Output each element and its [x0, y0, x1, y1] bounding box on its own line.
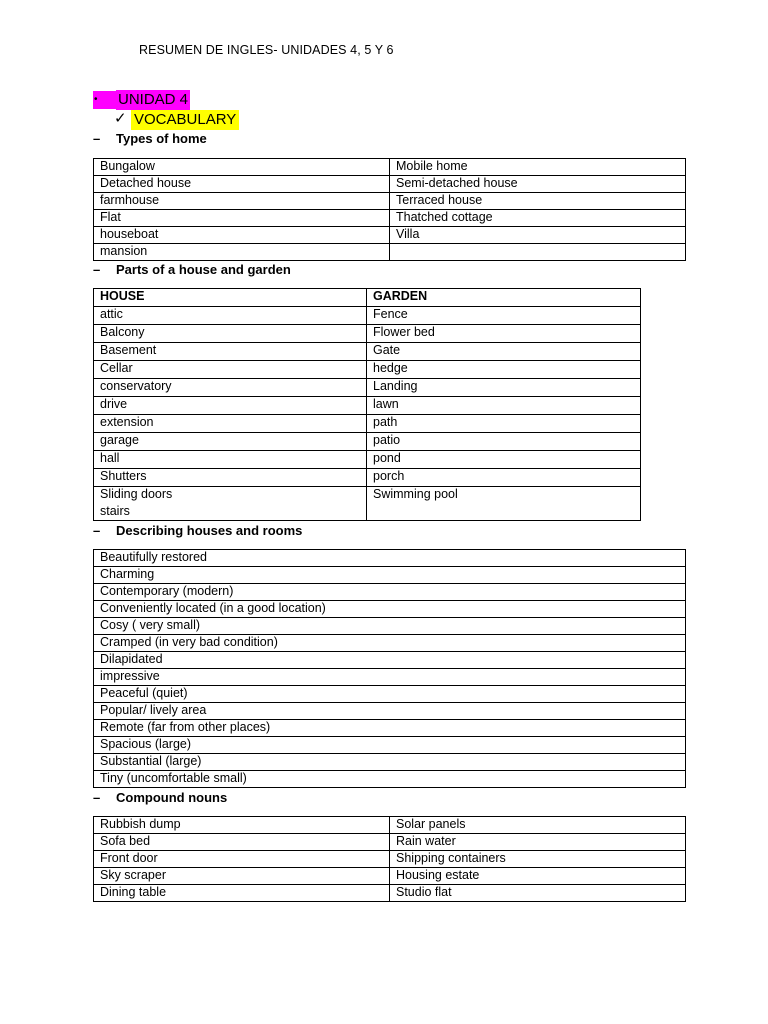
table-cell — [94, 487, 367, 521]
table-cell: Bungalow — [94, 159, 390, 176]
table-row — [94, 851, 686, 868]
table-cell: Shipping containers — [390, 851, 686, 868]
table-cell: path — [367, 415, 641, 433]
table-cell: mansion — [94, 244, 390, 261]
table-row — [94, 227, 686, 244]
section-heading-types-of-home: Types of home — [116, 131, 207, 146]
table-cell: Rubbish dump — [94, 817, 390, 834]
cell-line: stairs — [100, 503, 130, 518]
table-cell: Remote (far from other places) — [94, 720, 686, 737]
table-cell: Villa — [390, 227, 686, 244]
vocabulary-heading: VOCABULARY — [131, 110, 239, 130]
dash-icon: – — [93, 131, 101, 146]
unit-heading: UNIDAD 4 — [118, 91, 189, 108]
table-row — [94, 433, 641, 451]
table-cell: conservatory — [94, 379, 367, 397]
table-cell: Tiny (uncomfortable small) — [94, 771, 686, 788]
dash-icon: – — [93, 523, 101, 538]
compound-nouns-table — [93, 816, 686, 902]
table-row — [94, 601, 686, 618]
table-cell: hall — [94, 451, 367, 469]
parts-of-house-table — [93, 288, 641, 521]
table-cell: Spacious (large) — [94, 737, 686, 754]
table-cell: Swimming pool — [367, 487, 641, 521]
table-cell: Charming — [94, 567, 686, 584]
table-cell: drive — [94, 397, 367, 415]
table-cell: Flat — [94, 210, 390, 227]
table-row — [94, 669, 686, 686]
types-of-home-table — [93, 158, 686, 261]
table-cell: attic — [94, 307, 367, 325]
table-row — [94, 343, 641, 361]
table-cell: Detached house — [94, 176, 390, 193]
table-cell: hedge — [367, 361, 641, 379]
table-row — [94, 379, 641, 397]
table-cell: Cosy ( very small) — [94, 618, 686, 635]
table-cell: Basement — [94, 343, 367, 361]
table-row — [94, 868, 686, 885]
table-cell: Semi-detached house — [390, 176, 686, 193]
table-cell: farmhouse — [94, 193, 390, 210]
table-row — [94, 307, 641, 325]
table-row — [94, 487, 641, 521]
table-cell: patio — [367, 433, 641, 451]
dash-icon: – — [93, 790, 101, 805]
table-row — [94, 754, 686, 771]
table-row — [94, 885, 686, 902]
table-row — [94, 325, 641, 343]
table-row — [94, 469, 641, 487]
table-cell: Landing — [367, 379, 641, 397]
table-header-row — [94, 289, 641, 307]
table-row — [94, 584, 686, 601]
table-cell: Popular/ lively area — [94, 703, 686, 720]
table-row — [94, 397, 641, 415]
table-cell: Fence — [367, 307, 641, 325]
table-cell: Balcony — [94, 325, 367, 343]
table-cell: Sky scraper — [94, 868, 390, 885]
dash-icon: – — [93, 262, 101, 277]
table-cell: Flower bed — [367, 325, 641, 343]
table-row — [94, 567, 686, 584]
table-row — [94, 703, 686, 720]
table-cell: Cellar — [94, 361, 367, 379]
table-cell: Dining table — [94, 885, 390, 902]
table-cell: Terraced house — [390, 193, 686, 210]
section-heading-describing: Describing houses and rooms — [116, 523, 303, 538]
table-row — [94, 834, 686, 851]
table-row — [94, 652, 686, 669]
section-heading-parts-of-house: Parts of a house and garden — [116, 262, 291, 277]
table-cell: Shutters — [94, 469, 367, 487]
table-cell: Studio flat — [390, 885, 686, 902]
table-row — [94, 176, 686, 193]
table-cell: Solar panels — [390, 817, 686, 834]
table-cell: Housing estate — [390, 868, 686, 885]
table-row — [94, 720, 686, 737]
bullet-icon — [93, 91, 117, 109]
section-heading-compound-nouns: Compound nouns — [116, 790, 228, 805]
document-title: RESUMEN DE INGLES- UNIDADES 4, 5 Y 6 — [139, 43, 394, 57]
table-cell: Dilapidated — [94, 652, 686, 669]
table-row — [94, 193, 686, 210]
table-row — [94, 817, 686, 834]
column-header-house: HOUSE — [94, 289, 367, 307]
table-cell: Cramped (in very bad condition) — [94, 635, 686, 652]
table-row — [94, 635, 686, 652]
table-cell: garage — [94, 433, 367, 451]
table-row — [94, 244, 686, 261]
table-cell: Thatched cottage — [390, 210, 686, 227]
table-row — [94, 210, 686, 227]
table-row — [94, 415, 641, 433]
table-row — [94, 686, 686, 703]
cell-line: Sliding doors — [100, 487, 173, 501]
table-cell: Rain water — [390, 834, 686, 851]
table-row — [94, 737, 686, 754]
describing-table — [93, 549, 686, 788]
table-cell: impressive — [94, 669, 686, 686]
table-cell: Gate — [367, 343, 641, 361]
table-cell: Mobile home — [390, 159, 686, 176]
table-row — [94, 159, 686, 176]
table-cell: porch — [367, 469, 641, 487]
checkmark-icon: ✓ — [114, 110, 127, 127]
bullet-glyph: • — [94, 94, 98, 105]
table-row — [94, 451, 641, 469]
table-cell — [390, 244, 686, 261]
table-cell: Peaceful (quiet) — [94, 686, 686, 703]
table-cell: Front door — [94, 851, 390, 868]
table-cell: extension — [94, 415, 367, 433]
table-cell: houseboat — [94, 227, 390, 244]
table-cell: Contemporary (modern) — [94, 584, 686, 601]
column-header-garden: GARDEN — [367, 289, 641, 307]
table-row — [94, 771, 686, 788]
table-row — [94, 361, 641, 379]
table-cell: Sofa bed — [94, 834, 390, 851]
table-cell: pond — [367, 451, 641, 469]
table-row — [94, 618, 686, 635]
table-cell: Beautifully restored — [94, 550, 686, 567]
table-cell: Conveniently located (in a good location) — [94, 601, 686, 618]
table-row — [94, 550, 686, 567]
table-cell: Substantial (large) — [94, 754, 686, 771]
table-cell: lawn — [367, 397, 641, 415]
